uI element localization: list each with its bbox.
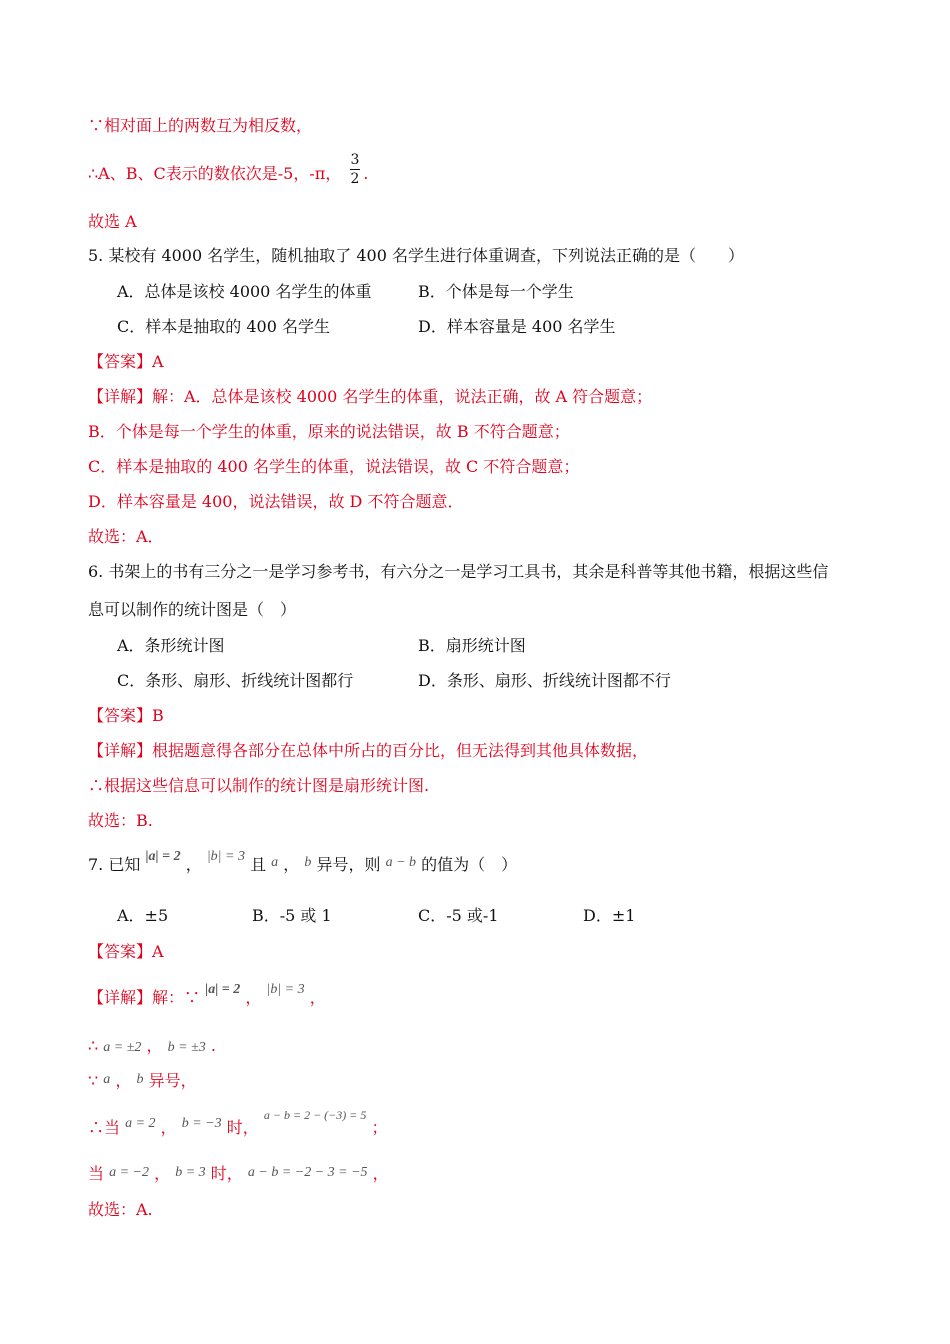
q5-detail-1: 【详解】解：A．总体是该校 4000 名学生的体重，说法正确，故 A 符合题意； xyxy=(88,387,653,406)
q6-option-b: B．扇形统计图 xyxy=(418,636,526,655)
q7-math-b: b xyxy=(304,855,312,870)
prev-solution-line-2 xyxy=(88,164,368,184)
q7-stem-comma-1: ， xyxy=(185,855,202,874)
q7-detail-3-end: 异号， xyxy=(148,1071,197,1090)
q7-detail-5-sep: ， xyxy=(154,1164,171,1183)
prev-solution-line-2-text: ∴A、B、C表示的数依次是-5，-π， xyxy=(88,164,342,183)
q6-stem-line-2: 息可以制作的统计图是（ ） xyxy=(88,600,297,619)
prev-solution-line-2-end: . xyxy=(363,164,369,183)
q7-detail-4-math-1: a = 2 xyxy=(125,1116,156,1131)
fraction-bar xyxy=(350,169,360,170)
q7-detail-3-sep: ， xyxy=(115,1071,132,1090)
q7-detail-5-math-2: b = 3 xyxy=(175,1165,206,1180)
q7-stem xyxy=(88,849,518,877)
q6-option-a: A．条形统计图 xyxy=(117,636,225,655)
q7-detail-5-mid: 时， xyxy=(210,1164,243,1183)
q7-detail-4-sep: ， xyxy=(160,1118,177,1137)
q7-detail-5-prefix: 当 xyxy=(88,1164,105,1183)
q7-detail-2-math-2: b = ±3 xyxy=(167,1040,206,1055)
q7-stem-suffix: 的值为（ ） xyxy=(421,855,518,874)
q5-option-b: B．个体是每一个学生 xyxy=(418,282,574,301)
q7-option-c: C．-5 或-1 xyxy=(418,906,499,925)
q5-conclusion: 故选：A． xyxy=(88,527,164,546)
q7-detail-5-math-3: a − b = −2 − 3 = −5 xyxy=(247,1165,368,1180)
q7-detail-5-math-1: a = −2 xyxy=(109,1165,150,1180)
fraction-numerator: 3 xyxy=(350,152,360,168)
fraction-three-halves xyxy=(350,152,360,187)
q7-detail-1-math-1: |a| = 2 xyxy=(205,982,241,997)
q7-math-abs-b: |b| = 3 xyxy=(206,849,245,864)
q5-detail-4: D．样本容量是 400，说法错误，故 D 不符合题意． xyxy=(88,492,464,511)
q7-detail-1-prefix: 【详解】解：∵ xyxy=(88,988,201,1007)
q7-detail-4-mid: 时， xyxy=(226,1118,259,1137)
q7-detail-1-end: ， xyxy=(309,988,326,1007)
q7-detail-3-math-2: b xyxy=(136,1072,144,1087)
q5-option-d: D．样本容量是 400 名学生 xyxy=(418,317,616,336)
q6-conclusion: 故选：B. xyxy=(88,811,153,830)
q7-math-a-minus-b: a − b xyxy=(385,855,417,870)
q5-stem: 5. 某校有 4000 名学生，随机抽取了 400 名学生进行体重调查，下列说法正确的是（ ） xyxy=(88,246,744,265)
fraction-denominator: 2 xyxy=(350,171,360,187)
q6-stem-line-1: 6. 书架上的书有三分之一是学习参考书，有六分之一是学习工具书，其余是科普等其他书籍，根据这些信 xyxy=(88,562,829,581)
q7-option-b: B．-5 或 1 xyxy=(252,906,332,925)
q7-detail-3-prefix: ∵ xyxy=(88,1071,99,1090)
q7-detail-2 xyxy=(88,1036,216,1058)
q7-math-a: a xyxy=(271,855,279,870)
q7-math-abs-a: |a| = 2 xyxy=(145,849,181,864)
q7-detail-4-math-2: b = −3 xyxy=(181,1116,222,1131)
q7-detail-5-end: ， xyxy=(372,1164,389,1183)
q7-detail-1-sep: ， xyxy=(245,988,262,1007)
q5-answer: 【答案】A xyxy=(88,352,164,371)
q6-detail-2: ∴根据这些信息可以制作的统计图是扇形统计图. xyxy=(88,776,430,795)
q7-option-a: A．±5 xyxy=(117,906,169,925)
q7-detail-4-end: ； xyxy=(371,1118,388,1137)
q6-answer: 【答案】B xyxy=(88,706,164,725)
prev-solution-line-1: ∵相对面上的两数互为相反数， xyxy=(88,116,313,135)
q7-detail-1-math-2: |b| = 3 xyxy=(266,982,305,997)
q7-detail-2-end: . xyxy=(210,1036,216,1055)
q6-detail-1: 【详解】根据题意得各部分在总体中所占的百分比，但无法得到其他具体数据， xyxy=(88,741,649,760)
q7-detail-4-math-3: a − b = 2 − (−3) = 5 xyxy=(263,1108,367,1122)
q7-stem-and: 且 xyxy=(250,855,267,874)
q7-detail-4 xyxy=(88,1108,388,1140)
q7-detail-2-sep: ， xyxy=(146,1036,163,1055)
q7-detail-2-math-1: a = ±2 xyxy=(103,1040,142,1055)
q7-detail-3 xyxy=(88,1071,197,1093)
q7-conclusion: 故选：A. xyxy=(88,1200,153,1219)
q7-detail-3-math-1: a xyxy=(103,1072,111,1087)
q5-option-c: C．样本是抽取的 400 名学生 xyxy=(117,317,330,336)
q7-answer: 【答案】A xyxy=(88,942,164,961)
q6-option-c: C．条形、扇形、折线统计图都行 xyxy=(117,671,354,690)
q7-detail-5 xyxy=(88,1164,389,1186)
q7-stem-comma-2: ， xyxy=(283,855,300,874)
q7-detail-2-prefix: ∴ xyxy=(88,1036,99,1055)
q5-option-a: A．总体是该校 4000 名学生的体重 xyxy=(117,282,372,301)
q7-detail-1 xyxy=(88,982,326,1010)
prev-solution-conclusion: 故选 A xyxy=(88,212,137,231)
q5-detail-2: B．个体是每一个学生的体重，原来的说法错误，故 B 不符合题意； xyxy=(88,422,570,441)
q7-stem-prefix: 7. 已知 xyxy=(88,855,141,874)
q5-detail-3: C．样本是抽取的 400 名学生的体重，说法错误，故 C 不符合题意； xyxy=(88,457,580,476)
q6-option-d: D．条形、扇形、折线统计图都不行 xyxy=(418,671,671,690)
q7-option-d: D．±1 xyxy=(583,906,636,925)
q7-stem-mid: 异号，则 xyxy=(316,855,381,874)
q7-detail-4-prefix: ∴当 xyxy=(88,1118,121,1137)
